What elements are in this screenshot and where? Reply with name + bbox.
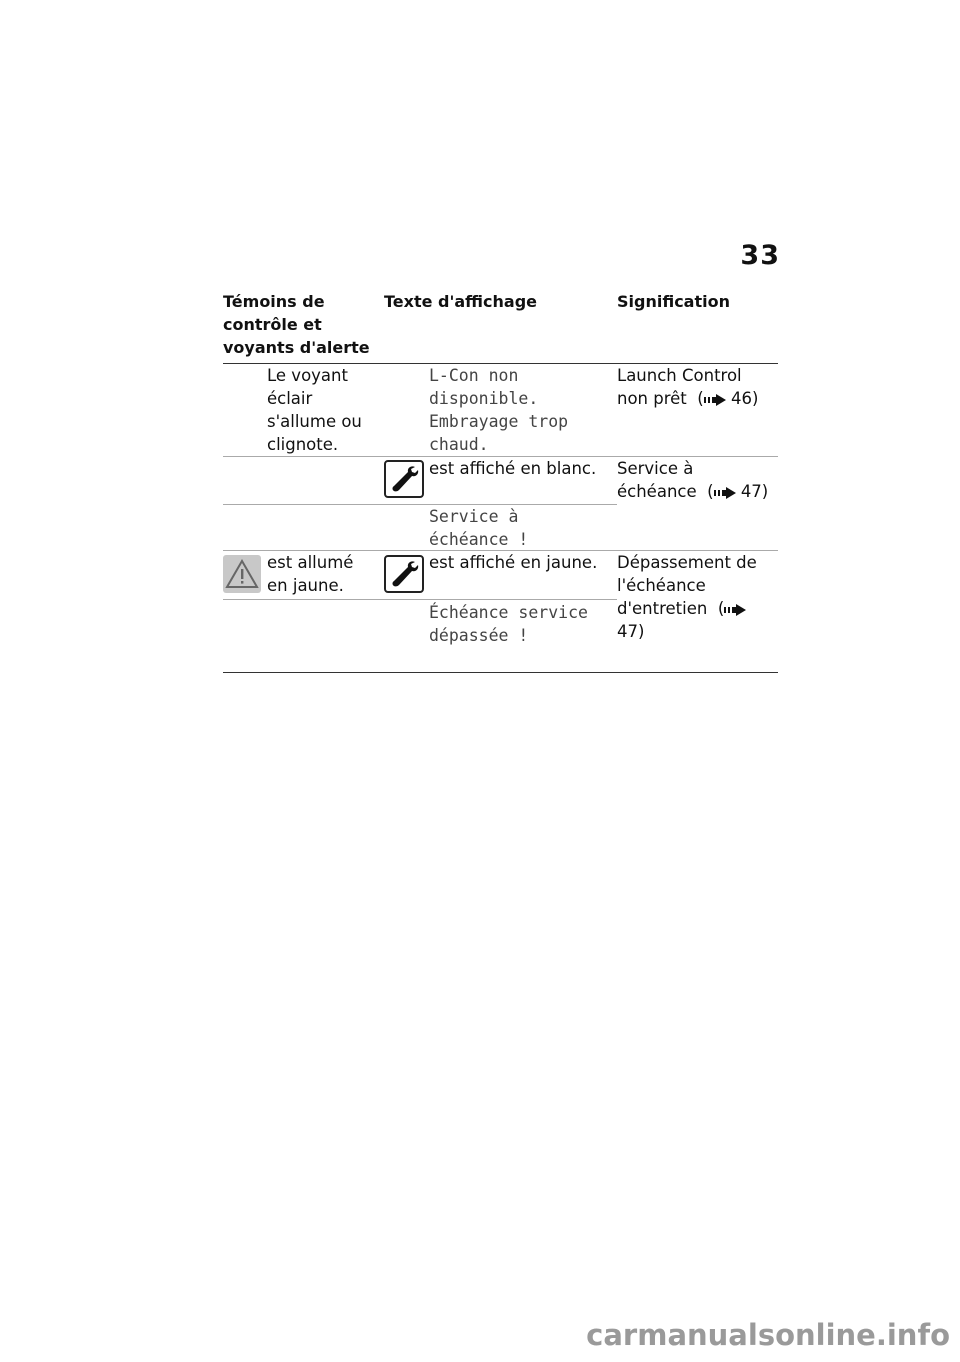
header-controls-text: Témoins de contrôle et voyants d'alerte	[223, 292, 370, 357]
header-meaning-label: Signification	[617, 292, 730, 311]
row3-ref-page: 47)	[617, 622, 645, 641]
row1-ref-page: 46)	[730, 389, 759, 408]
row3-col1-text: est allumé en jaune.	[267, 553, 354, 595]
row3-col2-a	[429, 551, 614, 574]
row2-col2-b-text: Service à échéance !	[429, 507, 529, 549]
row3-col2-b-text: Échéance service dépassée !	[429, 603, 588, 645]
row1-col3	[617, 364, 777, 410]
row2-col2-b	[429, 505, 569, 551]
row2-col3	[617, 457, 777, 503]
row2-col3-text: Service à échéance	[617, 459, 697, 501]
warning-triangle-icon	[223, 555, 261, 593]
reference-arrow-icon	[714, 487, 736, 499]
row3-col2-a-text: est affiché en jaune.	[429, 553, 598, 572]
row3-col3-text: Dépassement de l'échéance d'entretien	[617, 553, 757, 618]
wrench-icon	[384, 460, 424, 498]
row1-col1	[267, 364, 367, 456]
table-bottom-rule	[223, 672, 778, 673]
header-controls	[223, 290, 373, 359]
wrench-icon	[384, 555, 424, 593]
row3-col1	[267, 551, 367, 597]
footer-watermark[interactable]: carmanualsonline.info	[586, 1318, 950, 1352]
row1-reference[interactable]: ( 46)	[692, 389, 759, 408]
row3-mid-rule	[223, 599, 617, 600]
row2-col2-a	[429, 457, 609, 480]
row1-col2-text: L-Con non disponible. Embrayage trop chaud.	[429, 366, 569, 454]
reference-arrow-icon	[724, 604, 746, 616]
row3-col3	[617, 551, 777, 643]
row3-reference[interactable]: ( 47)	[617, 599, 746, 641]
reference-arrow-icon	[704, 394, 726, 406]
header-meaning	[617, 290, 777, 313]
page-number: 33	[740, 240, 780, 271]
row1-col3-text: Launch Control non prêt	[617, 366, 742, 408]
header-display-text-label: Texte d'affichage	[384, 292, 537, 311]
row2-reference[interactable]: ( 47)	[701, 482, 769, 501]
row1-col1-text: Le voyant éclair s'allume ou clignote.	[267, 366, 362, 454]
row3-col2-b	[429, 601, 594, 647]
row2-col2-a-text: est affiché en blanc.	[429, 459, 597, 478]
header-display-text	[384, 290, 604, 313]
row2-ref-page: 47)	[740, 482, 769, 501]
row1-col2	[429, 364, 589, 456]
